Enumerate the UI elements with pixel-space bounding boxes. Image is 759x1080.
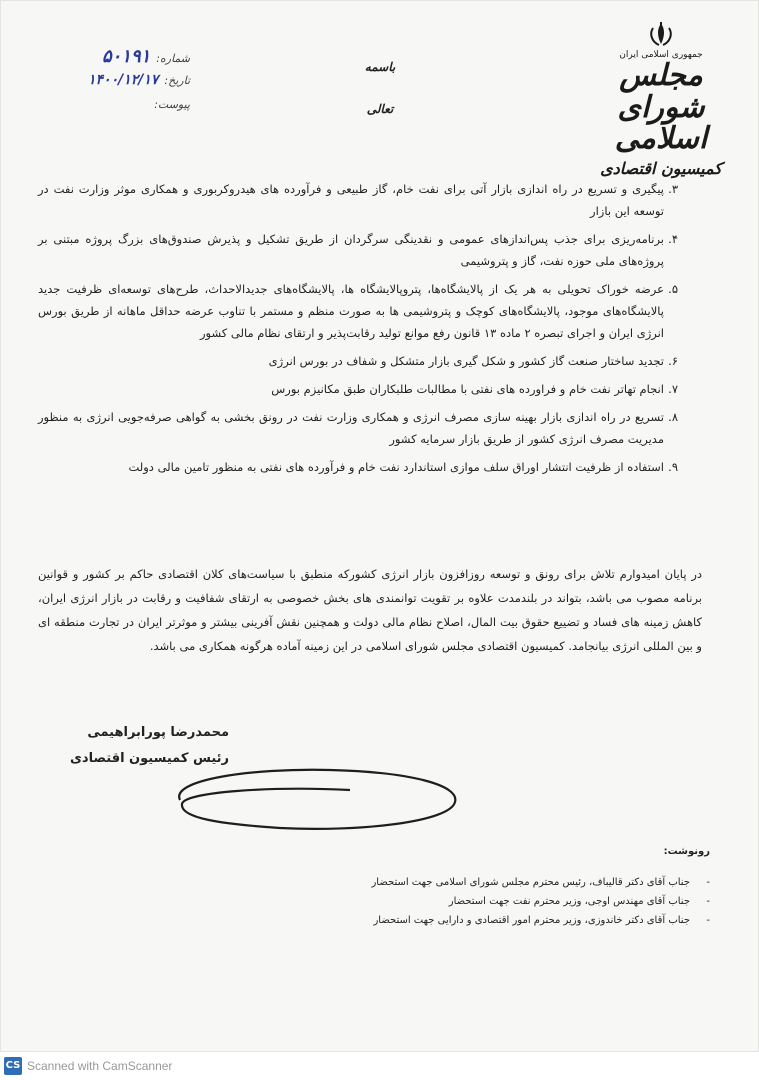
organization-name: مجلس شورای اسلامی bbox=[614, 58, 708, 156]
item-text: عرضه خوراک تحویلی به هر یک از پالایشگاه‌ها، پتروپالایشگاه ها، پالایشگاه‌های جدیدالاحداث، طرح‌های توسعه‌ای ظرفیت جدید پالایشگاه‌های موجود، پالایشگاه‌های کوچک و پتروشیمی ها به صورت منظم و مستمر با تناوب عرضه حداقل ماهانه از طریق بورس انرژی ایران و اجرای تبصره ۲ ماده ۱۳ قانون رفع موانع تولید رقابت‌پذیر و ارتقای نظام مالی کشور bbox=[38, 282, 664, 340]
item-number: ۷. bbox=[668, 382, 678, 396]
item-text: استفاده از ظرفیت انتشار اوراق سلف موازی استاندارد نفت خام و فرآورده های نفتی به منظور تامین مالی دولت bbox=[128, 460, 664, 474]
item-number: ۵. bbox=[668, 282, 678, 296]
item-number: ۹. bbox=[668, 460, 678, 474]
item-number: ۴. bbox=[668, 232, 678, 246]
scanner-footer bbox=[0, 1052, 759, 1080]
cc-item-text: جناب آقای دکتر خاندوزی، وزیر محترم امور اقتصادی و دارایی جهت استحضار bbox=[373, 915, 690, 926]
list-item bbox=[38, 350, 678, 372]
attachment-row bbox=[40, 98, 190, 124]
number-value: ۵۰۱۹۱ bbox=[101, 46, 151, 67]
signer-title: رئیس کمیسیون اقتصادی bbox=[69, 751, 229, 766]
cc-dash: - bbox=[706, 915, 710, 926]
date-label: تاریخ: bbox=[164, 74, 190, 87]
list-item bbox=[38, 406, 678, 450]
list-item bbox=[38, 278, 678, 344]
number-label: شماره: bbox=[156, 52, 190, 65]
item-number: ۶. bbox=[668, 354, 678, 368]
cc-item-text: جناب آقای دکتر قالیباف، رئیس محترم مجلس شورای اسلامی جهت استحضار bbox=[371, 877, 690, 888]
cc-item bbox=[300, 892, 710, 911]
iran-emblem-icon bbox=[646, 22, 676, 48]
item-text: پیگیری و تسریع در راه اندازی بازار آتی برای نفت خام، گاز طبیعی و فرآورده های هیدروکربوری و همکاری موثر وزارت نفت در توسعه این بازار bbox=[38, 182, 664, 218]
date-value: ۱۴۰۰/۱۲/۱۷ bbox=[88, 72, 159, 88]
cc-dash: - bbox=[706, 896, 710, 907]
commission-name: کمیسیون اقتصادی bbox=[600, 158, 722, 178]
scanner-watermark-text: Scanned with CamScanner bbox=[27, 1059, 173, 1073]
list-item bbox=[38, 378, 678, 400]
number-row bbox=[40, 46, 190, 72]
item-text: تجدید ساختار صنعت گاز کشور و شکل گیری بازار متشکل و شفاف در بورس انرژی bbox=[268, 354, 664, 368]
item-text: تسریع در راه اندازی بازار بهینه سازی مصرف انرژی و همکاری وزارت نفت در رونق بخشی به گواهی صرفه‌جویی انرژی به منظور مدیریت مصرف انرژی کشور از طریق بازار سرمایه کشور bbox=[38, 410, 664, 446]
list-item bbox=[38, 456, 678, 478]
cc-item bbox=[300, 873, 710, 892]
list-item bbox=[38, 228, 678, 272]
item-number: ۳. bbox=[668, 182, 678, 196]
attachment-label: پیوست: bbox=[154, 98, 190, 111]
basmala: باسمه تعالی bbox=[364, 60, 396, 116]
item-text: انجام تهاتر نفت خام و فراورده های نفتی با مطالبات طلبکاران طبق مکانیزم بورس bbox=[271, 382, 664, 396]
item-number: ۸. bbox=[668, 410, 678, 424]
camscanner-logo-icon: CS bbox=[4, 1057, 22, 1075]
country-name: جمهوری اسلامی ایران bbox=[619, 50, 703, 60]
item-text: برنامه‌ریزی برای جذب پس‌اندازهای عمومی و نقدینگی سرگردان از طریق تشکیل و پذیرش صندوق‌های بزرگ پروژه مبتنی بر پروژه‌های ملی حوزه نفت، گاز و پتروشیمی bbox=[38, 232, 664, 268]
cc-item bbox=[300, 911, 710, 930]
cc-item-text: جناب آقای مهندس اوجی، وزیر محترم نفت جهت استحضار bbox=[448, 896, 690, 907]
conclusion-paragraph: در پایان امیدوارم تلاش برای رونق و توسعه روزافزون بازار انرژی کشورکه منطبق با سیاست‌های کلان اقتصادی حاکم بر کشور و قوانین برنامه مصوب می باشد، بتواند در بلندمدت علاوه بر تقویت توانمندی های بخش خصوصی به ارتقای شفافیت و رقابت در بازار انرژی ایران، کاهش زمینه های فساد و تضییع حقوق بیت المال، اصلاح نظام مالی دولت و همچنین نقش آفرینی بیشتر و موثرتر ایران در تجارت منطقه ای و بین المللی انرژی بیانجامد. کمیسیون اقتصادی مجلس شورای اسلامی در این زمینه آماده هرگونه همکاری می باشد. bbox=[38, 567, 702, 653]
date-row bbox=[40, 72, 190, 98]
letter-meta bbox=[40, 46, 190, 124]
signer-name: محمدرضا پورابراهیمی bbox=[87, 725, 229, 740]
list-item bbox=[38, 178, 678, 222]
cc-dash: - bbox=[706, 877, 710, 888]
letterhead bbox=[591, 22, 731, 178]
signature-mark bbox=[160, 760, 470, 840]
items-list bbox=[38, 178, 678, 484]
cc-section bbox=[300, 846, 710, 930]
cc-label: رونوشت: bbox=[663, 846, 710, 857]
